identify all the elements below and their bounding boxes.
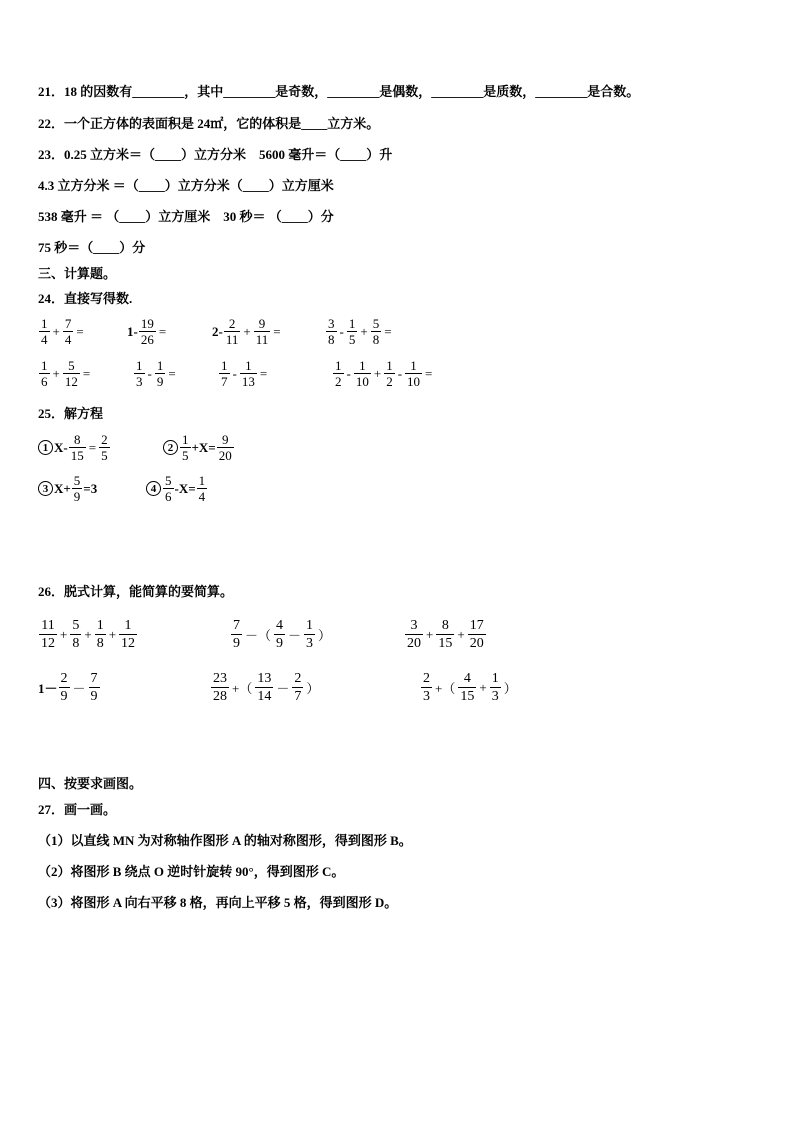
denominator: 11 <box>225 332 239 347</box>
operator: + <box>373 365 382 381</box>
fraction <box>99 432 110 463</box>
circled-number: 2 <box>163 440 178 455</box>
q25-equation <box>38 432 111 463</box>
operator: + <box>84 626 92 642</box>
operator: = <box>88 439 97 455</box>
fraction <box>163 473 174 504</box>
fraction <box>240 358 257 389</box>
circled-number: 1 <box>38 440 53 455</box>
expression-text: X+ <box>54 480 71 496</box>
numerator: 1 <box>335 358 342 373</box>
operator: ） <box>318 628 332 643</box>
operator: + <box>243 323 251 339</box>
fraction <box>421 670 432 705</box>
denominator: 20 <box>469 636 484 651</box>
denominator: 10 <box>355 374 369 389</box>
denominator: 26 <box>140 332 154 347</box>
section-3-heading <box>38 266 116 282</box>
denominator: 2 <box>386 374 393 389</box>
fraction <box>95 617 106 652</box>
q27-step-1: （1）以直线 MN 为对称轴作图形 A 的轴对称图形，得到图形 B。 <box>38 833 412 848</box>
question-27-title <box>38 802 116 818</box>
operator: = <box>158 323 167 339</box>
fraction <box>139 316 156 347</box>
denominator: 8 <box>372 332 380 347</box>
denominator: 3 <box>306 636 314 651</box>
q25-equation <box>38 473 97 504</box>
numerator: 2 <box>423 671 430 686</box>
operator: - <box>346 365 351 381</box>
denominator: 6 <box>41 374 48 389</box>
denominator: 4 <box>64 332 72 347</box>
denominator: 13 <box>241 374 255 389</box>
q24-expr <box>38 316 86 347</box>
fraction <box>39 617 57 652</box>
operator: ） <box>503 681 517 696</box>
fraction <box>219 358 230 389</box>
denominator: 9 <box>60 689 68 704</box>
fraction <box>134 358 145 389</box>
operator: - <box>147 365 152 381</box>
denominator: 15 <box>460 689 475 704</box>
numerator: 9 <box>258 316 266 331</box>
question-23-line4 <box>38 240 145 256</box>
denominator: 5 <box>101 448 108 463</box>
fraction <box>405 358 422 389</box>
operator: = <box>259 365 268 381</box>
q26-title: 26．脱式计算，能简算的要简算。 <box>38 584 234 599</box>
fraction <box>180 432 191 463</box>
operator: = <box>384 323 392 339</box>
question-21 <box>38 84 639 100</box>
fraction <box>326 316 337 347</box>
numerator: 5 <box>72 618 80 633</box>
q26-expr <box>420 670 519 705</box>
numerator: 1 <box>221 358 228 373</box>
q26-expr <box>38 670 101 705</box>
q21-text: 18 的因数有________，其中________是奇数，________是偶数，________是质数，________是合数。 <box>64 84 640 99</box>
fraction <box>254 316 271 347</box>
fraction <box>197 473 208 504</box>
denominator: 3 <box>491 689 499 704</box>
denominator: 20 <box>407 636 421 651</box>
q24-expr <box>127 316 168 347</box>
q21-number: 21． <box>38 84 65 99</box>
numerator: 1 <box>245 358 252 373</box>
numerator: 1 <box>182 432 189 447</box>
numerator: 8 <box>441 618 449 633</box>
q24-expr <box>332 358 434 389</box>
operator: - <box>232 365 237 381</box>
fraction <box>371 316 382 347</box>
section-4-title: 四、按要求画图。 <box>38 776 143 791</box>
denominator: 7 <box>221 374 228 389</box>
denominator: 4 <box>41 332 48 347</box>
operator: +（ <box>435 681 456 696</box>
expression-text: =3 <box>83 480 98 496</box>
denominator: 9 <box>233 636 240 651</box>
denominator: 8 <box>72 636 80 651</box>
operator: - <box>339 323 344 339</box>
operator: + <box>108 626 117 642</box>
numerator: 7 <box>233 618 240 633</box>
numerator: 2 <box>294 671 302 686</box>
numerator: 1 <box>306 618 314 633</box>
fraction <box>69 432 86 463</box>
numerator: 2 <box>101 432 108 447</box>
denominator: 5 <box>348 332 356 347</box>
q23-text-1: 0.25 立方米＝（____）立方分米 5600 毫升＝（____）升 <box>64 147 393 162</box>
question-25-title <box>38 406 103 422</box>
fraction <box>217 432 234 463</box>
denominator: 9 <box>90 689 98 704</box>
question-24-title <box>38 291 132 307</box>
denominator: 20 <box>218 448 232 463</box>
numerator: 1 <box>41 316 48 331</box>
numerator: 1 <box>96 618 104 633</box>
section-3-title: 三、计算题。 <box>38 266 117 281</box>
numerator: 4 <box>463 671 471 686</box>
fraction <box>70 617 81 652</box>
section-4-heading <box>38 776 142 792</box>
q22-text: 一个正方体的表面积是 24㎡，它的体积是____立方米。 <box>64 116 380 131</box>
question-23-line2 <box>38 178 334 194</box>
denominator: 9 <box>276 636 284 651</box>
question-23-line1 <box>38 147 392 163</box>
denominator: 28 <box>213 689 227 704</box>
fraction <box>255 670 273 705</box>
q25-equation <box>146 473 208 504</box>
denominator: 4 <box>198 489 206 504</box>
numerator: 7 <box>64 316 72 331</box>
numerator: 7 <box>90 671 98 686</box>
denominator: 11 <box>255 332 269 347</box>
q25-equation <box>163 432 235 463</box>
q26-expr <box>404 617 487 652</box>
numerator: 5 <box>68 358 75 373</box>
denominator: 8 <box>96 636 104 651</box>
denominator: 9 <box>156 374 164 389</box>
operator: － <box>72 681 86 696</box>
numerator: 17 <box>469 618 484 633</box>
denominator: 6 <box>165 489 172 504</box>
fraction <box>155 358 166 389</box>
fraction <box>89 670 100 705</box>
fraction <box>333 358 344 389</box>
fraction <box>347 316 358 347</box>
fraction <box>59 670 70 705</box>
operator: = <box>425 365 433 381</box>
numerator: 1 <box>410 358 417 373</box>
q25-title: 25．解方程 <box>38 406 104 421</box>
numerator: 1 <box>156 358 164 373</box>
fraction <box>468 617 486 652</box>
expression-text: 1- <box>127 323 138 339</box>
operator: + <box>60 626 68 642</box>
fraction <box>292 670 303 705</box>
numerator: 3 <box>328 316 335 331</box>
operator: + <box>426 626 434 642</box>
q23-text-2: 4.3 立方分米 ＝（____）立方分米（____）立方厘米 <box>38 178 334 193</box>
q23-text-4: 75 秒＝（____）分 <box>38 240 146 255</box>
fraction <box>224 316 241 347</box>
expression-text: -X= <box>174 480 196 496</box>
numerator: 19 <box>140 316 154 331</box>
denominator: 9 <box>73 489 81 504</box>
question-23-line3 <box>38 209 334 225</box>
q24-title: 24．直接写得数. <box>38 291 133 306</box>
numerator: 1 <box>348 316 356 331</box>
numerator: 1 <box>198 473 206 488</box>
fraction <box>63 316 74 347</box>
numerator: 5 <box>372 316 380 331</box>
q27-title: 27．画一画。 <box>38 802 117 817</box>
q22-number: 22． <box>38 116 65 131</box>
denominator: 12 <box>64 374 78 389</box>
denominator: 3 <box>423 689 430 704</box>
expression-text: 1－ <box>38 681 58 696</box>
q24-expr <box>325 316 394 347</box>
expression-text: 2- <box>212 323 223 339</box>
operator: + <box>457 626 465 642</box>
numerator: 4 <box>276 618 284 633</box>
numerator: 1 <box>124 618 132 633</box>
numerator: 5 <box>73 473 81 488</box>
fraction <box>304 617 315 652</box>
operator: + <box>360 323 368 339</box>
numerator: 1 <box>136 358 143 373</box>
numerator: 9 <box>221 432 229 447</box>
denominator: 15 <box>438 636 453 651</box>
numerator: 13 <box>257 671 272 686</box>
fraction <box>436 617 454 652</box>
numerator: 2 <box>228 316 236 331</box>
denominator: 12 <box>121 636 136 651</box>
fraction <box>72 473 83 504</box>
q23-text-3: 538 毫升 ＝ （____）立方厘米 30 秒＝ （____）分 <box>38 209 334 224</box>
fraction <box>490 670 501 705</box>
q26-expr <box>38 617 138 652</box>
denominator: 7 <box>294 689 302 704</box>
numerator: 11 <box>41 618 55 633</box>
circled-number: 3 <box>38 481 53 496</box>
denominator: 12 <box>41 636 55 651</box>
denominator: 5 <box>182 448 189 463</box>
numerator: 5 <box>165 473 172 488</box>
q24-expr <box>133 358 178 389</box>
operator: －（ <box>245 628 272 643</box>
q27-step-3: （3）将图形 A 向右平移 8 格，再向上平移 5 格，得到图形 D。 <box>38 895 398 910</box>
operator: + <box>479 679 487 695</box>
denominator: 15 <box>70 448 84 463</box>
expression-text: X- <box>54 439 68 455</box>
fraction <box>354 358 371 389</box>
question-26-title <box>38 584 233 600</box>
q24-expr <box>218 358 269 389</box>
q24-expr <box>212 316 283 347</box>
q26-expr <box>210 670 321 705</box>
operator: － <box>276 681 290 696</box>
denominator: 3 <box>136 374 143 389</box>
operator: = <box>76 323 84 339</box>
operator: － <box>288 628 302 643</box>
fraction <box>405 617 423 652</box>
numerator: 23 <box>213 671 227 686</box>
fraction <box>39 316 50 347</box>
q27-step <box>38 864 344 880</box>
numerator: 1 <box>386 358 393 373</box>
q23-number: 23． <box>38 147 65 162</box>
q27-step <box>38 833 412 849</box>
operator: + <box>52 365 60 381</box>
q27-step <box>38 895 397 911</box>
operator: - <box>397 365 403 381</box>
denominator: 8 <box>328 332 335 347</box>
denominator: 2 <box>335 374 342 389</box>
fraction <box>384 358 395 389</box>
fraction <box>458 670 476 705</box>
numerator: 1 <box>359 358 366 373</box>
numerator: 2 <box>60 671 68 686</box>
numerator: 3 <box>410 618 418 633</box>
question-22 <box>38 116 379 132</box>
operator: +（ <box>232 681 253 696</box>
fraction <box>274 617 285 652</box>
operator: = <box>82 365 91 381</box>
numerator: 8 <box>73 432 81 447</box>
circled-number: 4 <box>146 481 161 496</box>
denominator: 14 <box>257 689 272 704</box>
fraction <box>39 358 50 389</box>
q24-expr <box>38 358 92 389</box>
numerator: 1 <box>491 671 499 686</box>
fraction <box>231 617 242 652</box>
fraction <box>119 617 137 652</box>
denominator: 10 <box>407 374 421 389</box>
operator: = <box>273 323 281 339</box>
numerator: 1 <box>41 358 48 373</box>
operator: + <box>52 323 60 339</box>
fraction <box>211 670 229 705</box>
operator: = <box>168 365 176 381</box>
expression-text: +X= <box>191 439 216 455</box>
fraction <box>63 358 80 389</box>
q27-step-2: （2）将图形 B 绕点 O 逆时针旋转 90°，得到图形 C。 <box>38 864 345 879</box>
operator: ） <box>306 681 320 696</box>
q26-expr <box>230 617 333 652</box>
